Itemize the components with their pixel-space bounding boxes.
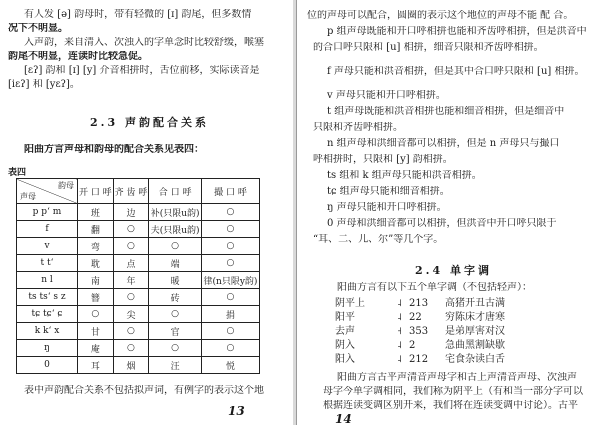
paragraph-line: 母字今单字调相同，我们称为阴平上（有和当一部分字可以 xyxy=(323,386,583,397)
example-cell: ○ xyxy=(201,204,259,221)
tone-name: 阳入 xyxy=(335,354,355,365)
corner-label-finals: 韵母 xyxy=(58,181,74,190)
example-cell: 甘 xyxy=(78,323,114,340)
paragraph-line: ts 组和 k 组声母只能和洪音相拼。 xyxy=(327,170,482,181)
example-cell: 律(n只限y韵) xyxy=(201,272,259,289)
example-cell: ○ xyxy=(201,323,259,340)
paragraph-line: 0 声母和洪细音都可以相拼，但洪音中开口呼只限于 xyxy=(327,218,557,229)
paragraph-line: 呼相拼时，只限和 [y] 韵相拼。 xyxy=(313,154,453,165)
example-cell: ○ xyxy=(113,221,149,238)
initials-cell: 0 xyxy=(17,357,78,374)
paragraph-line: 表中声韵配合关系不包括拟声词，有例字的表示这个地 xyxy=(24,385,264,396)
initials-cell: f xyxy=(17,221,78,238)
paragraph-line: n 组声母和洪细音都可以相拼，但是 n 声母只与撮口 xyxy=(327,138,560,149)
tone-value: 22 xyxy=(409,312,422,323)
initials-cell: p pʻ m xyxy=(17,204,78,221)
example-cell: 班 xyxy=(78,204,114,221)
tone-examples: 急曲黑割缺歇 xyxy=(445,340,505,351)
example-cell: ○ xyxy=(149,340,202,357)
tone-contour-mark: ˧ xyxy=(397,326,402,337)
tone-value: 213 xyxy=(409,298,429,309)
paragraph-line: f 声母只能和洪音相拼，但是其中合口呼只限和 [u] 相拼。 xyxy=(327,66,585,77)
table-header-row xyxy=(17,179,260,204)
initials-cell: t tʻ xyxy=(17,255,78,272)
tone-contour-mark: ˨ xyxy=(397,354,402,365)
tone-name: 阳平 xyxy=(335,312,355,323)
paragraph-line: [iɛʔ] 和 [yɛʔ]。 xyxy=(8,79,80,90)
example-cell: 南 xyxy=(78,272,114,289)
paragraph-line: 的合口呼只限和 [u] 相拼，细音只限和齐齿呼相拼。 xyxy=(313,42,544,53)
example-cell: 暖 xyxy=(149,272,202,289)
example-cell: 簪 xyxy=(78,289,114,306)
example-cell: ○ xyxy=(149,238,202,255)
example-cell: 烟 xyxy=(113,357,149,374)
example-cell: 砖 xyxy=(149,289,202,306)
paragraph-line: 入声韵，来自清入、次浊入的字单念时比较舒缓，喉塞 xyxy=(24,37,264,48)
initials-cell: n l xyxy=(17,272,78,289)
paragraph-line: 根据连读变调区别开来，我们将在连读变调中讨论）。古平 xyxy=(323,400,578,411)
table-row xyxy=(17,357,260,374)
paragraph-line: 况下不明显。 xyxy=(8,23,68,34)
paragraph-line: 有人发 [ə] 韵母时，带有轻微的 [ɪ] 韵尾，但多数情 xyxy=(24,9,252,20)
example-cell: 补(只限u韵) xyxy=(149,204,202,221)
example-cell: ○ xyxy=(78,306,114,323)
paragraph-line: v 声母只能和开口呼相拼。 xyxy=(327,90,446,101)
page-number: 14 xyxy=(335,412,352,425)
example-cell: ○ xyxy=(149,306,202,323)
example-cell: ○ xyxy=(113,238,149,255)
tone-examples: 宅食杂读白舌 xyxy=(445,354,505,365)
example-cell: 夫(只限u韵) xyxy=(149,221,202,238)
tone-name: 阴平上 xyxy=(335,298,365,309)
initials-cell: k kʻ x xyxy=(17,323,78,340)
tone-name: 阴入 xyxy=(335,340,355,351)
paragraph-line: 只限和齐齿呼相拼。 xyxy=(313,122,403,133)
example-cell: 端 xyxy=(149,255,202,272)
initials-finals-table xyxy=(16,178,260,374)
table-body xyxy=(17,204,260,374)
paragraph-line: t 组声母既能和洪音相拼也能和细音相拼，但是细音中 xyxy=(327,106,565,117)
example-cell: 耽 xyxy=(78,255,114,272)
paragraph-line: tɕ 组声母只能和细音相拼。 xyxy=(327,186,450,197)
table-corner-cell xyxy=(17,179,78,204)
example-cell: 悦 xyxy=(201,357,259,374)
tone-name: 去声 xyxy=(335,326,355,337)
table-row xyxy=(17,272,260,289)
tone-examples: 穷陈床才唐寒 xyxy=(445,312,505,323)
table-row xyxy=(17,238,260,255)
example-cell: 耳 xyxy=(78,357,114,374)
section-heading: 2.3 声韵配合关系 xyxy=(90,116,209,129)
tone-contour-mark: ˨ xyxy=(397,298,402,309)
example-cell: ○ xyxy=(201,221,259,238)
paragraph-line: “耳、二、儿、尔”等几个字。 xyxy=(313,234,444,245)
table-row xyxy=(17,221,260,238)
initials-cell: tɕ tɕʻ ɕ xyxy=(17,306,78,323)
example-cell: ○ xyxy=(201,255,259,272)
example-cell: 汪 xyxy=(149,357,202,374)
table-row xyxy=(17,255,260,272)
page-number: 13 xyxy=(228,404,245,418)
tone-examples: 高猪开丑古满 xyxy=(445,298,505,309)
section-heading: 2.4 单字调 xyxy=(415,264,492,277)
tone-contour-mark: ˨ xyxy=(397,312,402,323)
column-header: 撮 口 呼 xyxy=(201,179,259,204)
paragraph-line: [ɛʔ] 韵和 [ɪ] [y] 介音相拼时，舌位前移，实际读音是 xyxy=(24,65,260,76)
table-label: 表四 xyxy=(8,168,27,178)
tone-value: 212 xyxy=(409,354,429,365)
right-page xyxy=(297,0,594,425)
example-cell: 边 xyxy=(113,204,149,221)
tone-contour-mark: ˨ xyxy=(397,340,402,351)
paragraph-line: 位的声母可以配合，圆圈的表示这个地位的声母不能 配 合。 xyxy=(307,10,574,21)
example-cell: 翻 xyxy=(78,221,114,238)
example-cell: ○ xyxy=(201,340,259,357)
initials-cell: ts tsʻ s z xyxy=(17,289,78,306)
example-cell: 捐 xyxy=(201,306,259,323)
table-row xyxy=(17,306,260,323)
initials-cell: ŋ xyxy=(17,340,78,357)
table-intro: 阳曲方言声母和韵母的配合关系见表四： xyxy=(24,144,204,155)
tone-value: 2 xyxy=(409,340,416,351)
example-cell: ○ xyxy=(201,289,259,306)
tone-value: 353 xyxy=(409,326,429,337)
example-cell: ○ xyxy=(113,340,149,357)
paragraph-line: ŋ 声母只能和开口呼相拼。 xyxy=(327,202,447,213)
tone-intro: 阳曲方言有以下五个单字调（不包括轻声）： xyxy=(337,282,532,293)
example-cell: 官 xyxy=(149,323,202,340)
example-cell: 尖 xyxy=(113,306,149,323)
example-cell: 庵 xyxy=(78,340,114,357)
example-cell: 年 xyxy=(113,272,149,289)
example-cell: 弯 xyxy=(78,238,114,255)
example-cell: ○ xyxy=(201,238,259,255)
tone-examples: 是弟厚害对汉 xyxy=(445,326,505,337)
column-header: 开 口 呼 xyxy=(78,179,114,204)
example-cell: 点 xyxy=(113,255,149,272)
column-header: 齐 齿 呼 xyxy=(113,179,149,204)
column-header: 合 口 呼 xyxy=(149,179,202,204)
table-row xyxy=(17,323,260,340)
paragraph-line: 阳曲方言古平声清音声母字和古上声清音声母、次浊声 xyxy=(337,372,577,383)
paragraph-line: p 组声母既能和开口呼相拼也能和齐齿呼相拼，但是洪音中 xyxy=(327,26,587,37)
table-row xyxy=(17,289,260,306)
table-row xyxy=(17,340,260,357)
paragraph-line: 韵尾不明显，连读时比较急促。 xyxy=(8,51,148,62)
table-row xyxy=(17,204,260,221)
initials-cell: v xyxy=(17,238,78,255)
example-cell: ○ xyxy=(113,323,149,340)
corner-label-initials: 声母 xyxy=(20,192,36,201)
example-cell: ○ xyxy=(113,289,149,306)
